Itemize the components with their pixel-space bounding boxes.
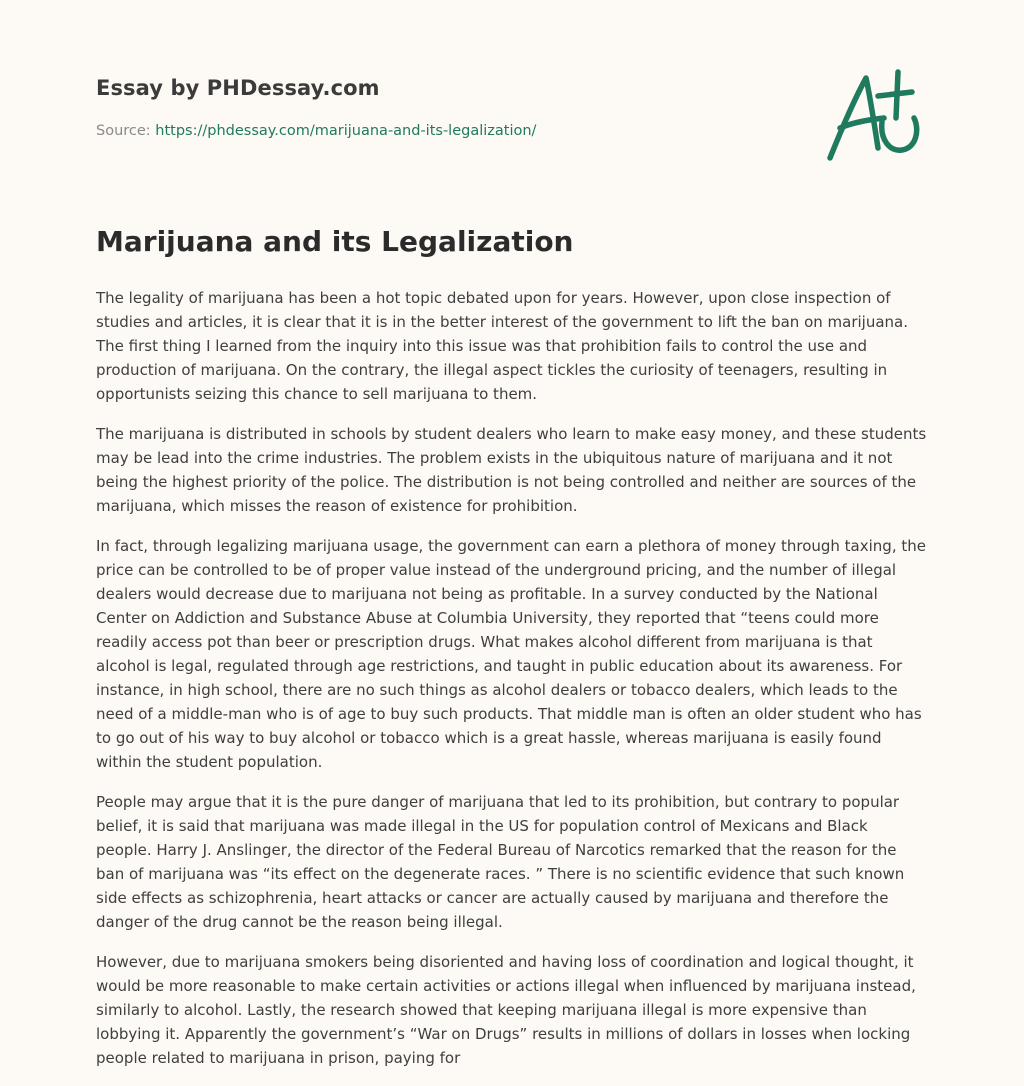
source-link[interactable]: https://phdessay.com/marijuana-and-its-legalization/ [155, 123, 537, 139]
source-label: Source: [96, 123, 156, 139]
site-header-title: Essay by PHDessay.com [96, 76, 380, 100]
essay-paragraph: People may argue that it is the pure danger of marijuana that led to its prohibition, but contrary to popular belief, it is said that marijuana was made illegal in the US for population control of Mexicans and Black people. Harry J. Anslinger, the director of the Federal Bureau of Narcotics remarked that the reason for the ban of marijuana was “its effect on the degenerate races. ” There is no scientific evidence that such known side effects as schizophrenia, heart attacks or cancer are actually caused by marijuana and therefore the danger of the drug cannot be the reason being illegal. [96, 793, 905, 931]
essay-paragraph: In fact, through legalizing marijuana usage, the government can earn a plethora of money through taxing, the price can be controlled to be of proper value instead of the underground pricing, and the number of illegal dealers would decrease due to marijuana not being as profitable. In a survey conducted by the National Center on Addiction and Substance Abuse at Columbia University, they reported that “teens could more readily access pot than beer or prescription drugs. What makes alcohol different from marijuana is that alcohol is legal, regulated through age restrictions, and taught in public education about its awareness. For instance, in high school, there are no such things as alcohol dealers or tobacco dealers, which leads to the need of a middle-man who is of age to buy such products. That middle man is often an older student who has to go out of his way to buy alcohol or tobacco which is a great hassle, whereas marijuana is easily found within the student population. [96, 537, 926, 771]
a-plus-logo-icon [820, 66, 930, 166]
essay-paragraph: However, due to marijuana smokers being disoriented and having loss of coordination and logical thought, it would be more reasonable to make certain activities or actions illegal when influenced by marijuana instead, similarly to alcohol. Lastly, the research showed that keeping marijuana illegal is more expensive than lobbying it. Apparently the government’s “War on Drugs” results in millions of dollars in losses when locking people related to marijuana in prison, paying for [96, 953, 916, 1067]
essay-paragraph: The legality of marijuana has been a hot topic debated upon for years. However, upon close inspection of studies and articles, it is clear that it is in the better interest of the government to lift the ban on marijuana. The first thing I learned from the inquiry into this issue was that prohibition fails to control the use and production of marijuana. On the contrary, the illegal aspect tickles the curiosity of teenagers, resulting in opportunists seizing this chance to sell marijuana to them. [96, 289, 908, 403]
essay-body [96, 286, 928, 1086]
essay-paragraph: The marijuana is distributed in schools by student dealers who learn to make easy money, and these students may be lead into the crime industries. The problem exists in the ubiquitous nature of marijuana and it not being the highest priority of the police. The distribution is not being controlled and neither are sources of the marijuana, which misses the reason of existence for prohibition. [96, 425, 927, 515]
source-line [96, 123, 536, 139]
essay-title: Marijuana and its Legalization [96, 225, 574, 258]
